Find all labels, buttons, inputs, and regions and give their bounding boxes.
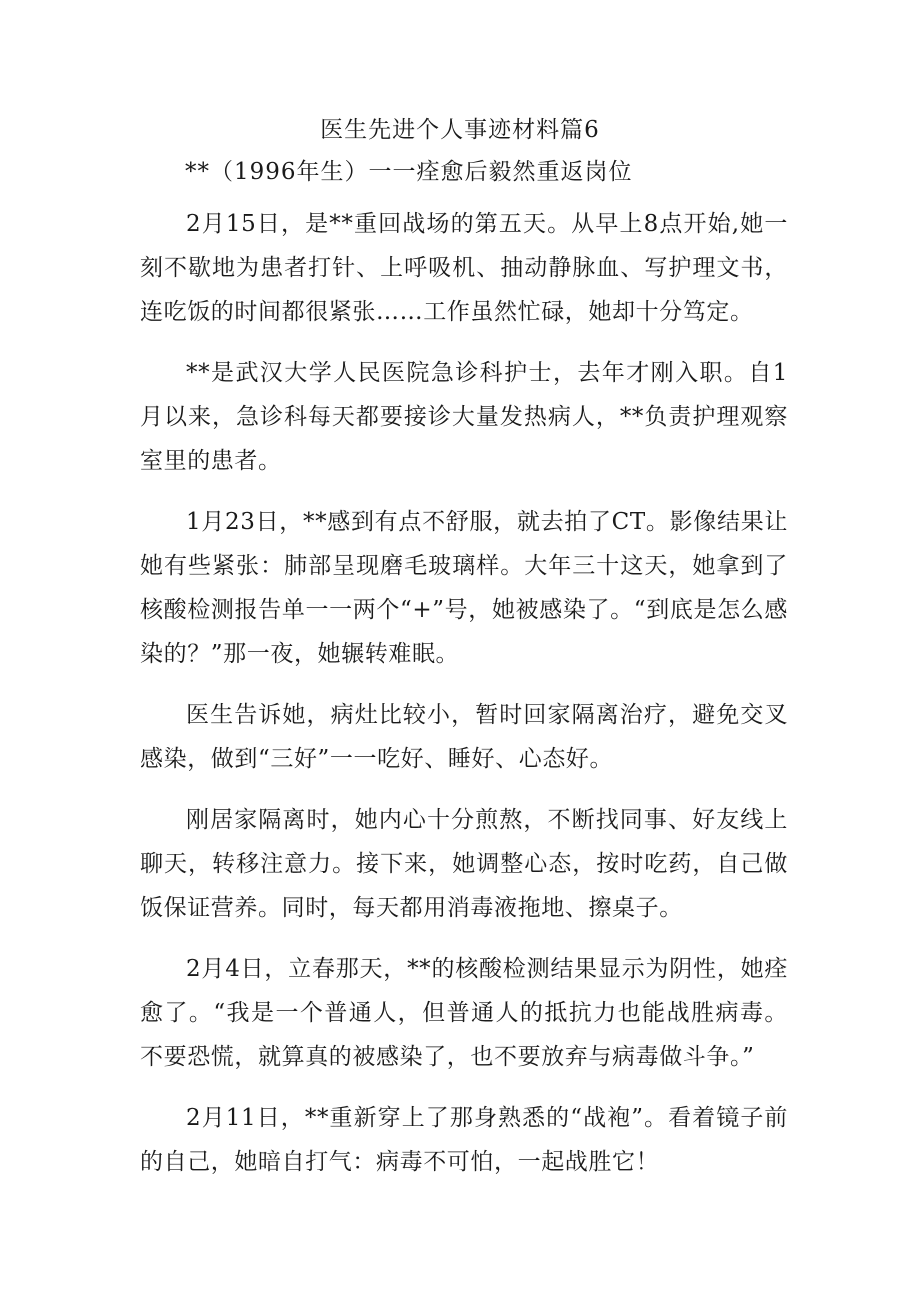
paragraph: 2月11日，**重新穿上了那身熟悉的“战袍”。看着镜子前的自己，她暗自打气：病毒不可怕，一起战胜它！ (140, 1105, 788, 1175)
paragraph: 医生告诉她，病灶比较小，暂时回家隔离治疗，避免交叉感染，做到“三好”一一吃好、睡好、心态好。 (140, 702, 788, 772)
paragraph: 刚居家隔离时，她内心十分煎熬，不断找同事、好友线上聊天，转移注意力。接下来，她调整心态，按时吃药，自己做饭保证营养。同时，每天都用消毒液拖地、擦桌子。 (140, 807, 788, 921)
document-title: 医生先进个人事迹材料篇6 (320, 117, 600, 143)
paragraph: 2月4日，立春那天，**的核酸检测结果显示为阴性，她痊愈了。“我是一个普通人，但普通人的抵抗力也能战胜病毒。不要恐慌，就算真的被感染了，也不要放弃与病毒做斗争。” (140, 956, 788, 1070)
document-subtitle: **（1996年生）一一痊愈后毅然重返岗位 (185, 159, 633, 185)
document-body (140, 202, 788, 1201)
paragraph: 1月23日，**感到有点不舒服，就去拍了CT。影像结果让她有些紧张：肺部呈现磨毛玻璃样。大年三十这天，她拿到了核酸检测报告单一一两个“+”号，她被感染了。“到底是怎么感染的？”那一夜，她辗转难眠。 (140, 509, 788, 667)
paragraph: **是武汉大学人民医院急诊科护士，去年才刚入职。自1月以来，急诊科每天都要接诊大量发热病人，**负责护理观察室里的患者。 (140, 360, 788, 474)
paragraph: 2月15日，是**重回战场的第五天。从早上8点开始,她一刻不歇地为患者打针、上呼吸机、抽动静脉血、写护理文书，连吃饭的时间都很紧张……工作虽然忙碌，她却十分笃定。 (140, 211, 788, 325)
